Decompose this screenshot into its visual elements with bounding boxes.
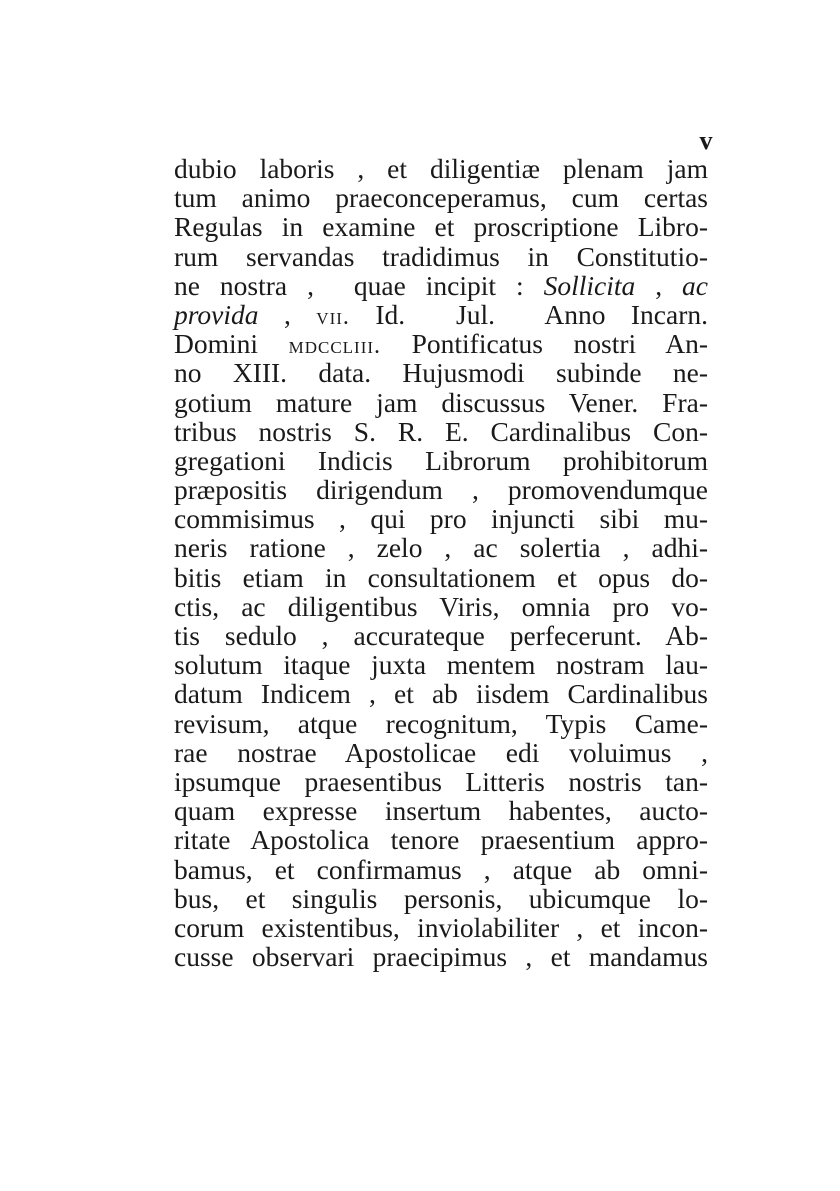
text-line: datum Indicem , et ab iisdem Cardinalibus: [174, 678, 708, 710]
text-line: [174, 329, 708, 358]
text-line: præpositis dirigendum , promovendumque: [174, 474, 708, 506]
text-line: corum existentibus, inviolabiliter , et incon-: [174, 911, 708, 943]
text-line: neris ratione , zelo , ac solertia , adhi-: [174, 532, 708, 564]
italic-text: provida: [174, 298, 259, 330]
text-run: Domini: [174, 328, 289, 360]
text-line: rae nostrae Apostolicae edi voluimus ,: [174, 736, 708, 768]
text-line: [174, 300, 708, 329]
text-line: [174, 271, 708, 300]
body-text: [174, 154, 708, 971]
text-line: ipsumque praesentibus Litteris nostris tan-: [174, 765, 708, 797]
text-line: solutum itaque juxta mentem nostram lau-: [174, 649, 708, 681]
text-line: gregationi Indicis Librorum prohibitorum: [174, 444, 708, 476]
text-line: bitis etiam in consultationem et opus do-: [174, 561, 708, 593]
text-line: tribus nostris S. R. E. Cardinalibus Con-: [174, 415, 708, 447]
text-line: rum servandas tradidimus in Constitutio-: [174, 240, 708, 272]
text-run: ne nostra , quae incipit :: [174, 269, 544, 301]
text-run: Id. Jul. Anno Incarn.: [349, 298, 708, 330]
italic-text: ac: [682, 269, 709, 301]
text-line: cusse observari praecipimus , et mandamus: [174, 941, 708, 973]
text-line: gotium mature jam discussus Vener. Fra-: [174, 386, 708, 418]
text-line: ritate Apostolica tenore praesentium appro-: [174, 824, 708, 856]
text-run: ,: [258, 298, 317, 330]
text-run: ,: [635, 269, 683, 301]
text-line: revisum, atque recognitum, Typis Came-: [174, 707, 708, 739]
text-line: quam expresse insertum habentes, aucto-: [174, 795, 708, 827]
smallcaps-text: vii.: [316, 303, 350, 330]
text-line: tis sedulo , accurateque perfecerunt. Ab-: [174, 620, 708, 651]
text-line: bamus, et confirmamus , atque ab omni-: [174, 853, 708, 885]
italic-text: Sollicita: [543, 269, 636, 301]
text-line: Regulas in examine et proscriptione Libro-: [174, 211, 708, 243]
smallcaps-text: mdccliii.: [288, 333, 382, 360]
text-line: tum animo praeconceperamus, cum certas: [174, 182, 708, 214]
text-run: Pontificatus nostri An-: [381, 328, 708, 360]
text-line: commisimus , qui pro injuncti sibi mu-: [174, 503, 708, 535]
text-line: bus, et singulis personis, ubicumque lo-: [174, 882, 708, 914]
text-line: ctis, ac diligentibus Viris, omnia pro vo-: [174, 590, 708, 622]
text-line: dubio laboris , et diligentiæ plenam jam: [174, 153, 708, 184]
text-line: no XIII. data. Hujusmodi subinde ne-: [174, 357, 708, 389]
page-number: v: [699, 126, 713, 155]
